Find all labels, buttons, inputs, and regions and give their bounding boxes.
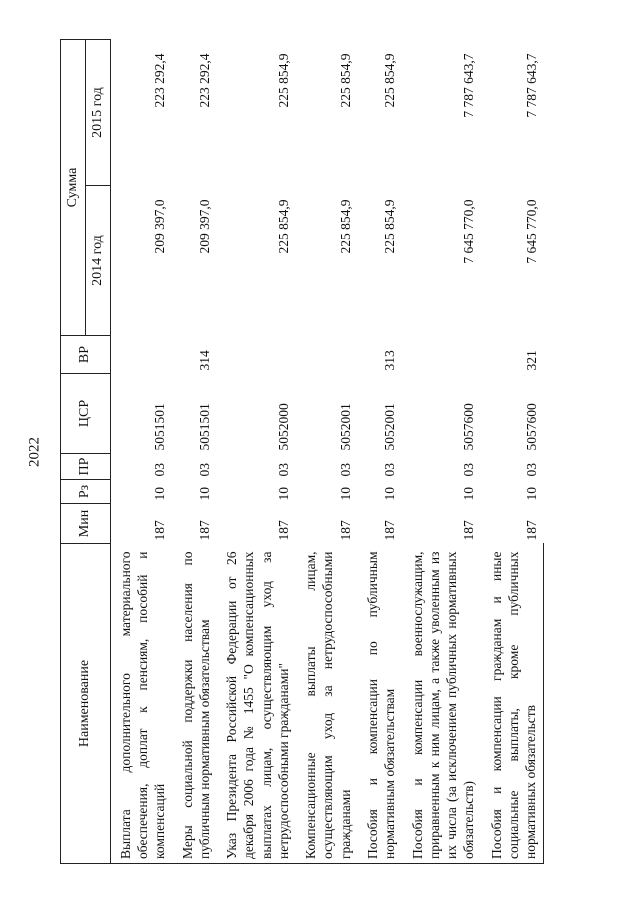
row-rz: 10 (152, 487, 168, 501)
header-pr: ПР (61, 454, 111, 480)
row-vr (296, 336, 358, 374)
row-csr: 5051501 (196, 403, 212, 451)
table-row (173, 40, 218, 864)
row-pr: 03 (196, 463, 212, 477)
row-rz: 10 (461, 487, 477, 501)
row-sum-2014: 225 854,9 (382, 199, 398, 254)
row-sum-2014: 7 645 770,0 (461, 199, 477, 264)
budget-table (60, 39, 544, 864)
table-row (403, 40, 482, 864)
table-row (110, 40, 172, 864)
table-body (110, 40, 544, 864)
row-name: Пособия и компенсации по публичным нормативным обязательствам (358, 544, 403, 864)
row-rz: 10 (275, 487, 291, 501)
row-name: Пособия и компенсации гражданам и иные социальные выплаты, кроме публичных нормативных обязательств (482, 544, 544, 864)
table-row (358, 40, 403, 864)
row-sum-2015: 225 854,9 (382, 53, 398, 108)
row-name: Пособия и компенсации военнослужащим, приравненным к ним лицам, а также уволенным из их числа (за исключением публичных нормативных обязательств) (403, 544, 482, 864)
row-sum-2015: 223 292,4 (196, 53, 212, 108)
row-vr (403, 336, 482, 374)
header-csr: ЦСР (61, 374, 111, 454)
header-sum: Сумма (61, 40, 86, 336)
row-pr: 03 (461, 463, 477, 477)
row-csr: 5057600 (523, 403, 539, 451)
row-pr: 03 (275, 463, 291, 477)
rotated-table-region (60, 40, 580, 864)
row-min: 187 (461, 520, 477, 541)
row-sum-2014: 209 397,0 (196, 199, 212, 254)
row-vr: 313 (382, 350, 398, 371)
header-rz: Рз (61, 480, 111, 504)
table-row (217, 40, 296, 864)
row-min: 187 (523, 520, 539, 541)
row-vr (110, 336, 172, 374)
header-year-2015: 2015 год (85, 40, 110, 186)
row-vr: 321 (523, 350, 539, 371)
row-min: 187 (152, 520, 168, 541)
table-row (482, 40, 544, 864)
row-sum-2015: 7 787 643,7 (523, 53, 539, 118)
row-rz: 10 (196, 487, 212, 501)
row-csr: 5052001 (382, 403, 398, 451)
row-sum-2015: 223 292,4 (152, 53, 168, 108)
row-rz: 10 (382, 487, 398, 501)
row-name: Меры социальной поддержки населения по публичным нормативным обязательствам (173, 544, 218, 864)
table-header (61, 40, 111, 864)
row-csr: 5057600 (461, 403, 477, 451)
page-number: 2022 (26, 437, 43, 467)
row-pr: 03 (152, 463, 168, 477)
row-name: Компенсационные выплаты лицам, осуществляющим уход за нетрудоспособными гражданами (296, 544, 358, 864)
row-min: 187 (382, 520, 398, 541)
row-vr (217, 336, 296, 374)
row-name: Указ Президента Российской Федерации от 26 декабря 2006 года № 1455 "О компенсационных выплатах лицам, осуществляющим уход за нетрудоспособными гражданами" (217, 544, 296, 864)
row-name: Выплата дополнительного материального обеспечения, доплат к пенсиям, пособий и компенсаций (110, 544, 172, 864)
row-sum-2014: 7 645 770,0 (523, 199, 539, 264)
header-vr: ВР (61, 336, 111, 374)
row-min: 187 (196, 520, 212, 541)
row-rz: 10 (337, 487, 353, 501)
row-pr: 03 (382, 463, 398, 477)
header-year-2014: 2014 год (85, 186, 110, 336)
row-sum-2014: 209 397,0 (152, 199, 168, 254)
row-csr: 5051501 (152, 403, 168, 451)
table-row (296, 40, 358, 864)
row-csr: 5052001 (337, 403, 353, 451)
row-vr: 314 (196, 350, 212, 371)
row-rz: 10 (523, 487, 539, 501)
row-csr: 5052000 (275, 403, 291, 451)
row-sum-2015: 225 854,9 (275, 53, 291, 108)
row-pr: 03 (523, 463, 539, 477)
row-pr: 03 (337, 463, 353, 477)
header-name: Наименование (61, 544, 111, 864)
row-sum-2014: 225 854,9 (337, 199, 353, 254)
header-min: Мин (61, 504, 111, 544)
row-sum-2015: 225 854,9 (337, 53, 353, 108)
row-min: 187 (275, 520, 291, 541)
row-sum-2015: 7 787 643,7 (461, 53, 477, 118)
row-sum-2014: 225 854,9 (275, 199, 291, 254)
row-min: 187 (337, 520, 353, 541)
